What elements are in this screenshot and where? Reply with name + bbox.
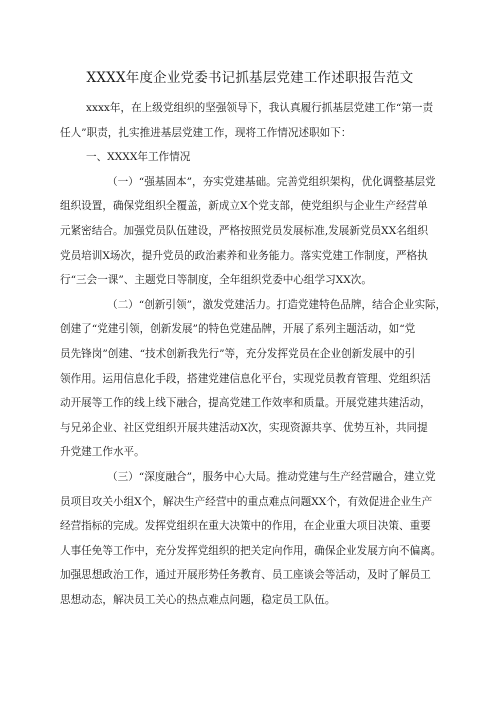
body-line: 行“三会一课”、主题党日等制度，全年组织党委中心组学习XX次。 bbox=[60, 274, 372, 287]
body-line: 元紧密结合。加强党员队伍建设，严格按照党员发展标准,发展新党员XX名组织 bbox=[60, 224, 429, 237]
document-title: XXXX年度企业党委书记抓基层党建工作述职报告范文 bbox=[86, 70, 414, 86]
body-line: 与兄弟企业、社区党组织开展共建活动X次，实现资源共享、优势互补，共同提 bbox=[60, 421, 428, 434]
body-line: （二）“创新引领”，激发党建活力。打造党建特色品牌，结合企业实际， bbox=[107, 298, 447, 311]
body-line: 组织设置，确保党组织全覆盖，新成立X个党支部，使党组织与企业生产经营单 bbox=[60, 200, 428, 213]
body-line: 动开展等工作的线上线下融合，提高党建工作效率和质量。开展党建共建活动， bbox=[60, 397, 431, 410]
body-line: 一、XXXX年工作情况 bbox=[86, 151, 191, 164]
body-line: 思想动态，解决员工关心的热点难点问题，稳定员工队伍。 bbox=[60, 593, 336, 606]
body-line: （三）“深度融合”，服务中心大局。推动党建与生产经营融合，建立党 bbox=[107, 470, 436, 483]
body-line: 任人”职责，扎实推进基层党建工作，现将工作情况述职如下： bbox=[60, 126, 352, 139]
body-line: 加强思想政治工作，通过开展形势任务教育、员工座谈会等活动，及时了解员工 bbox=[60, 569, 431, 582]
body-line: 党员培训X场次，提升党员的政治素养和业务能力。落实党建工作制度，严格执 bbox=[60, 249, 428, 262]
body-line: xxxx年，在上级党组织的坚强领导下，我认真履行抓基层党建工作“第一责 bbox=[86, 102, 434, 114]
body-line: （一）“强基固本”，夯实党建基础。完善党组织架构，优化调整基层党 bbox=[107, 175, 436, 188]
body-line: 员项目攻关小组X个，解决生产经营中的重点难点问题XX个，有效促进企业生产 bbox=[60, 495, 433, 508]
body-line: 升党建工作水平。 bbox=[60, 446, 145, 459]
body-line: 领作用。运用信息化手段，搭建党建信息化平台，实现党员教育管理、党组织活 bbox=[60, 372, 431, 385]
body-line: 人事任免等工作中，充分发挥党组织的把关定向作用，确保企业发展方向不偏离。 bbox=[60, 544, 442, 557]
body-line: 经营指标的完成。发挥党组织在重大决策中的作用，在企业重大项目决策、重要 bbox=[60, 520, 431, 533]
document-body bbox=[60, 96, 458, 612]
body-line: 创建了“党建引领，创新发展”的特色党建品牌，开展了系列主题活动，如“党 bbox=[60, 323, 416, 336]
body-line: 员先锋岗”创建、“技术创新我先行”等，充分发挥党员在企业创新发展中的引 bbox=[60, 347, 416, 360]
